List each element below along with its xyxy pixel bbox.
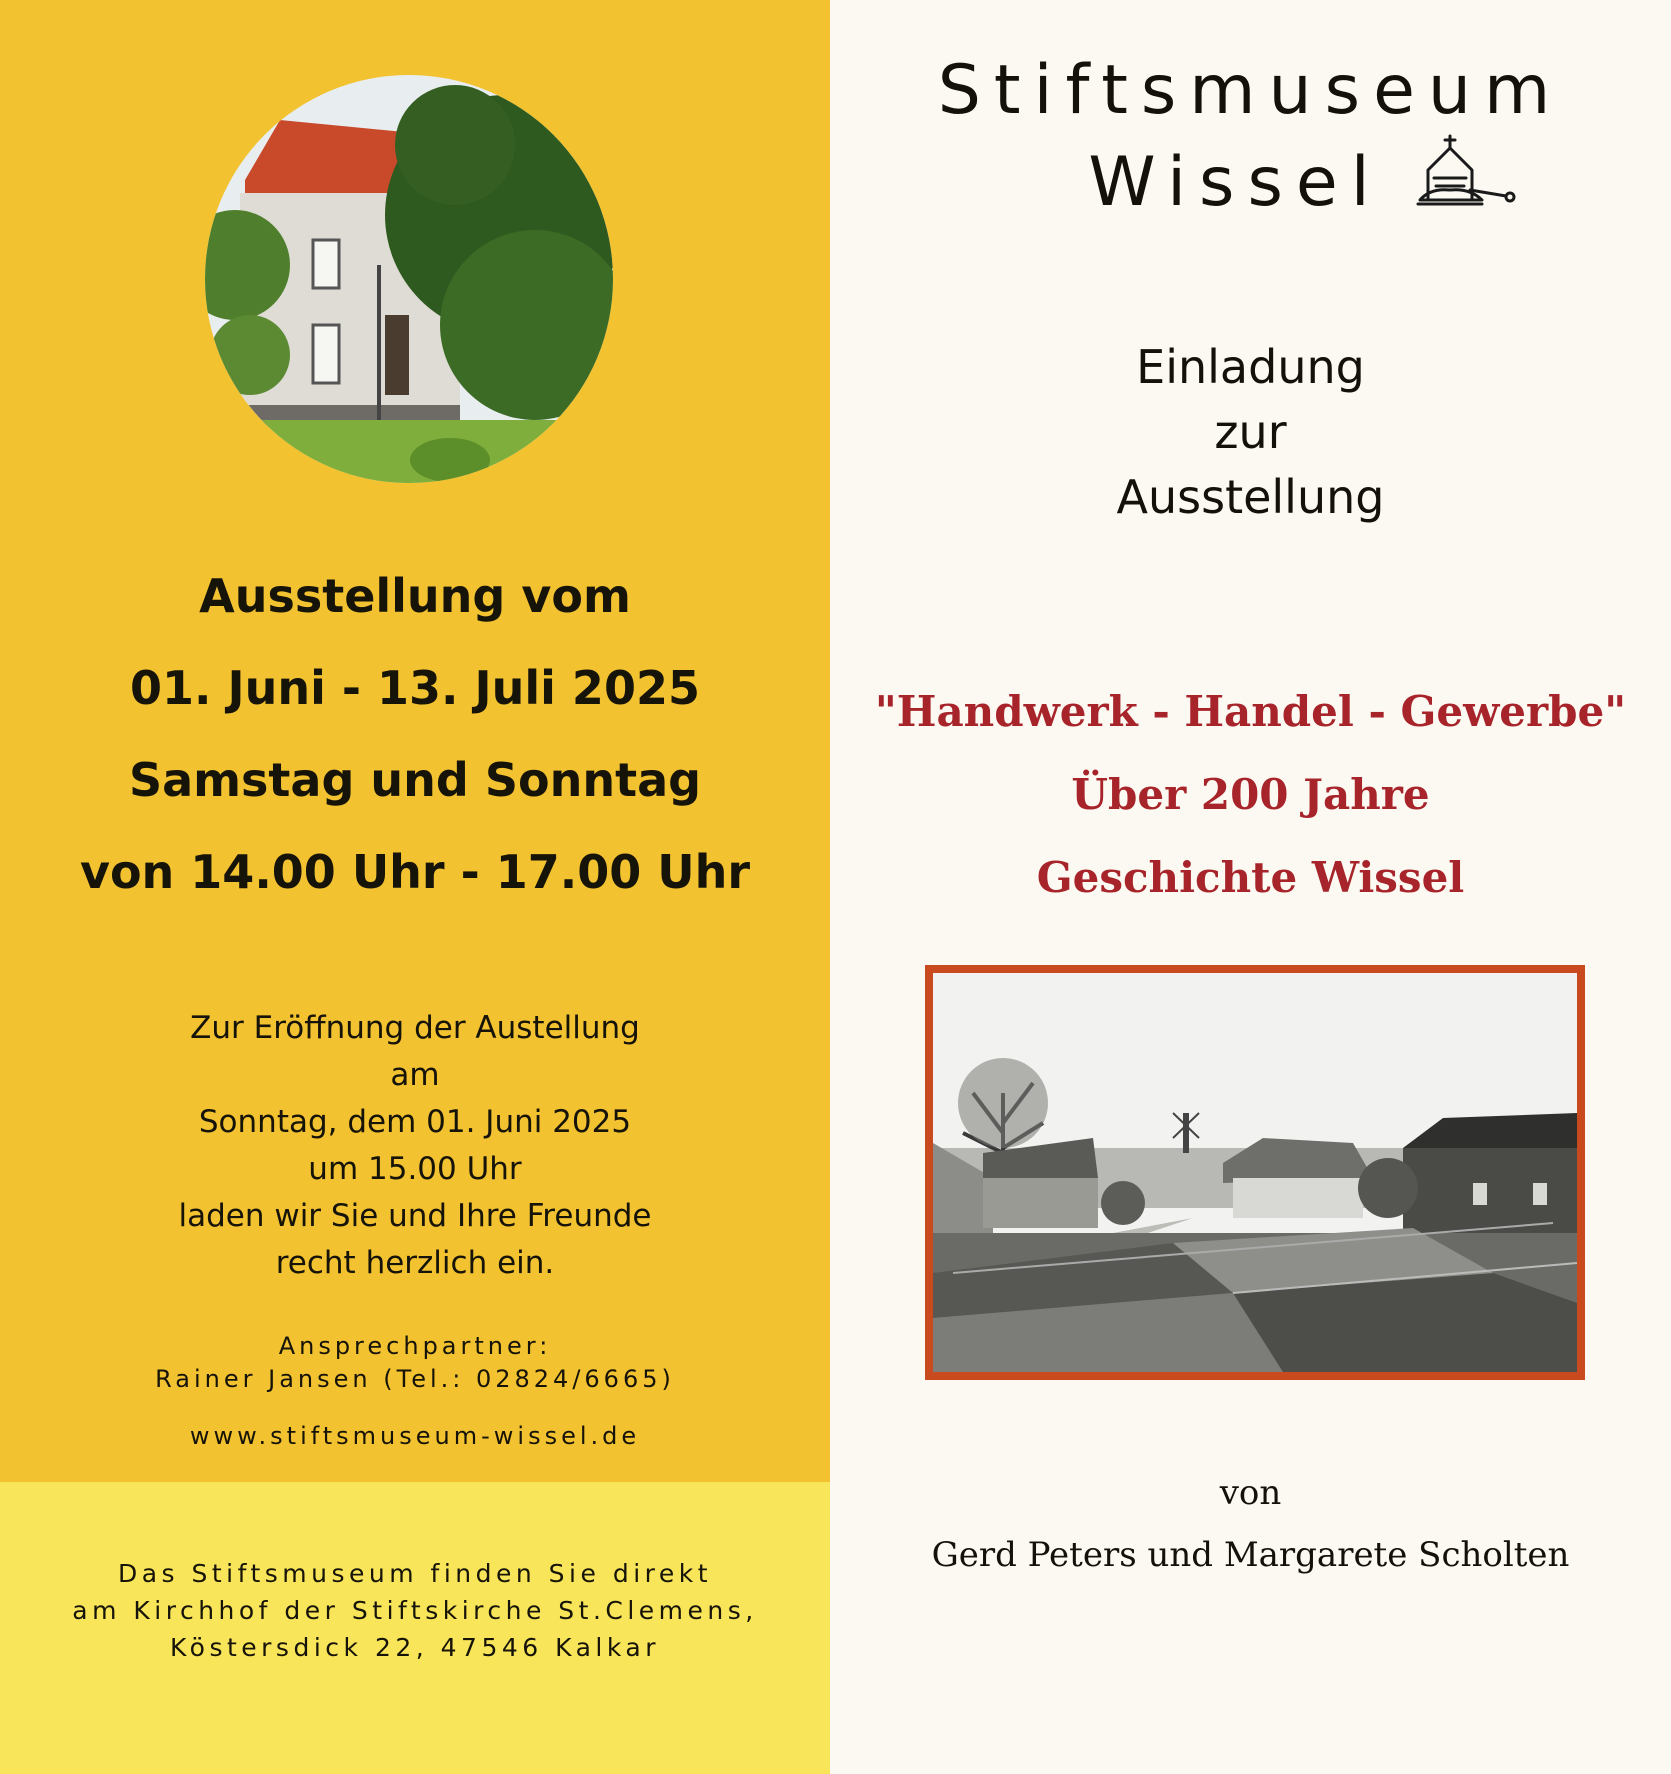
author-names: Gerd Peters und Margarete Scholten <box>931 1535 1570 1575</box>
historic-village-photo <box>925 965 1585 1380</box>
opening-line: recht herzlich ein. <box>275 1245 555 1281</box>
opening-line: um 15.00 Uhr <box>308 1151 522 1187</box>
address-line: Köstersdick 22, 47546 Kalkar <box>170 1633 660 1662</box>
exhibition-title-line: "Handwerk - Handel - Gewerbe" <box>874 687 1627 736</box>
opening-line: laden wir Sie und Ihre Freunde <box>178 1198 652 1234</box>
invitation-line: zur <box>1214 405 1287 459</box>
museum-name-line2: Wissel <box>1088 143 1383 222</box>
museum-building-photo <box>205 75 613 483</box>
invitation-text <box>830 335 1671 530</box>
dates-line: von 14.00 Uhr - 17.00 Uhr <box>79 845 751 899</box>
authors <box>830 1462 1671 1586</box>
dates-line: 01. Juni - 13. Juli 2025 <box>130 661 700 715</box>
museum-name <box>830 45 1671 229</box>
right-panel <box>830 0 1671 1774</box>
exhibition-title-line: Über 200 Jahre <box>1071 770 1430 819</box>
contact-name: Rainer Jansen (Tel.: 02824/6665) <box>155 1365 675 1393</box>
left-panel <box>0 0 830 1774</box>
museum-name-line1: Stiftsmuseum <box>937 51 1564 130</box>
contact-label: Ansprechpartner: <box>278 1332 552 1360</box>
invitation-line: Ausstellung <box>1116 470 1385 524</box>
opening-line: Zur Eröffnung der Austellung <box>190 1010 640 1046</box>
address-line: Das Stiftsmuseum finden Sie direkt <box>117 1559 713 1588</box>
opening-line: Sonntag, dem 01. Juni 2025 <box>198 1104 632 1140</box>
exhibition-dates <box>0 550 830 918</box>
dates-line: Samstag und Sonntag <box>128 753 702 807</box>
museum-address <box>0 1555 830 1666</box>
dates-line: Ausstellung vom <box>199 569 631 623</box>
exhibition-title-line: Geschichte Wissel <box>1036 853 1465 902</box>
address-line: am Kirchhof der Stiftskirche St.Clemens, <box>72 1596 758 1625</box>
opening-line: am <box>390 1057 440 1093</box>
invitation-line: Einladung <box>1136 340 1365 394</box>
opening-invitation <box>0 1005 830 1287</box>
contact-info <box>0 1330 830 1453</box>
church-building-icon <box>1410 130 1520 210</box>
by-label: von <box>1219 1473 1282 1513</box>
website-link[interactable]: www.stiftsmuseum-wissel.de <box>189 1422 641 1450</box>
exhibition-title <box>830 670 1671 919</box>
